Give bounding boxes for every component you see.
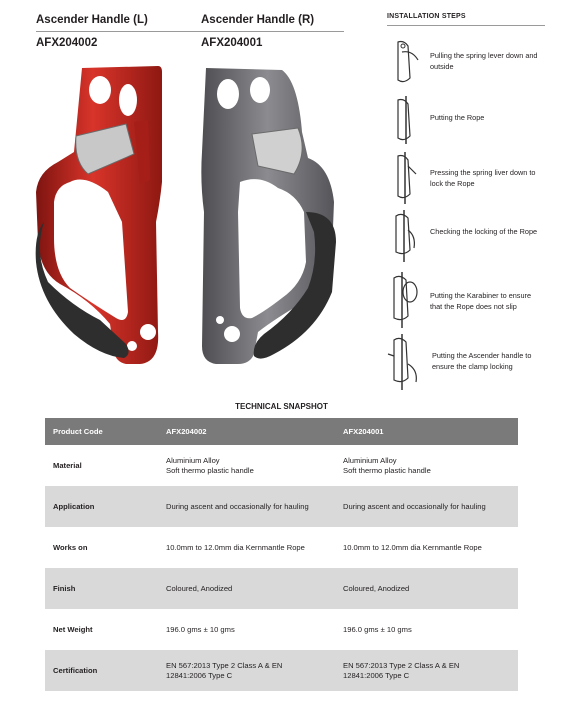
step-5-text: Putting the Karabiner to ensure that the Rope does not slip: [430, 291, 532, 311]
spec-table: [45, 418, 518, 691]
spec-row-material: [45, 445, 518, 486]
spec-label: Works on: [53, 542, 88, 552]
spec-value-col2: Aluminium Alloy Soft thermo plastic handle: [343, 455, 431, 475]
installation-steps-title: INSTALLATION STEPS: [387, 13, 466, 20]
spec-row-finish: [45, 568, 518, 609]
spec-value-col2: During ascent and occasionally for hauling: [335, 486, 518, 527]
step-4-text: Checking the locking of the Rope: [430, 227, 538, 236]
spec-header-col2: AFX204001: [335, 418, 518, 445]
step-3-text: Pressing the spring liver down to lock the Rope: [430, 168, 536, 188]
spec-label: Net Weight: [53, 624, 93, 634]
spec-row-net-weight: [45, 609, 518, 650]
spec-row-works-on: [45, 527, 518, 568]
lock-icon: [390, 152, 422, 204]
product-code-right: AFX204001: [201, 37, 263, 49]
spec-label: Finish: [45, 568, 158, 609]
check-icon: [390, 210, 422, 262]
lever-icon: [390, 38, 422, 86]
spec-value-col1: Aluminium Alloy Soft thermo plastic handle: [166, 455, 254, 475]
spec-row-application: [45, 486, 518, 527]
product-code-left: AFX204002: [36, 37, 98, 49]
spec-value-col2: 196.0 gms ± 10 gms: [343, 624, 412, 634]
spec-label: Material: [53, 460, 82, 470]
spec-header-col1: AFX204002: [158, 418, 335, 445]
header-divider: [36, 31, 344, 32]
step-6-text: Putting the Ascender handle to ensure the clamp locking: [432, 351, 532, 371]
spec-value-col1: EN 567:2013 Type 2 Class A & EN 12841:2006 Type C: [158, 650, 335, 691]
product-title-right: Ascender Handle (R): [201, 14, 315, 26]
clamp-icon: [386, 334, 424, 390]
ascender-right-image: [196, 62, 346, 370]
spec-value-col2: EN 567:2013 Type 2 Class A & EN 12841:2006 Type C: [335, 650, 518, 691]
karabiner-icon: [386, 272, 422, 328]
step-1-text: Pulling the spring lever down and outside: [430, 51, 538, 71]
spec-label: Application: [45, 486, 158, 527]
spec-value-col1: 196.0 gms ± 10 gms: [166, 624, 235, 634]
spec-value-col1: 10.0mm to 12.0mm dia Kernmantle Rope: [166, 542, 305, 552]
technical-snapshot-title: TECHNICAL SNAPSHOT: [235, 402, 328, 411]
spec-value-col2: 10.0mm to 12.0mm dia Kernmantle Rope: [343, 542, 482, 552]
spec-row-certification: [45, 650, 518, 691]
spec-label: Certification: [45, 650, 158, 691]
spec-value-col1: Coloured, Anodized: [158, 568, 335, 609]
spec-header-label: Product Code: [45, 418, 158, 445]
rope-icon: [390, 96, 422, 144]
installation-divider: [387, 25, 545, 26]
spec-header-row: [45, 418, 518, 445]
ascender-left-image: [30, 62, 180, 370]
spec-value-col1: During ascent and occasionally for hauling: [158, 486, 335, 527]
step-2-text: Putting the Rope: [430, 113, 485, 122]
product-title-left: Ascender Handle (L): [36, 14, 148, 26]
spec-value-col2: Coloured, Anodized: [335, 568, 518, 609]
